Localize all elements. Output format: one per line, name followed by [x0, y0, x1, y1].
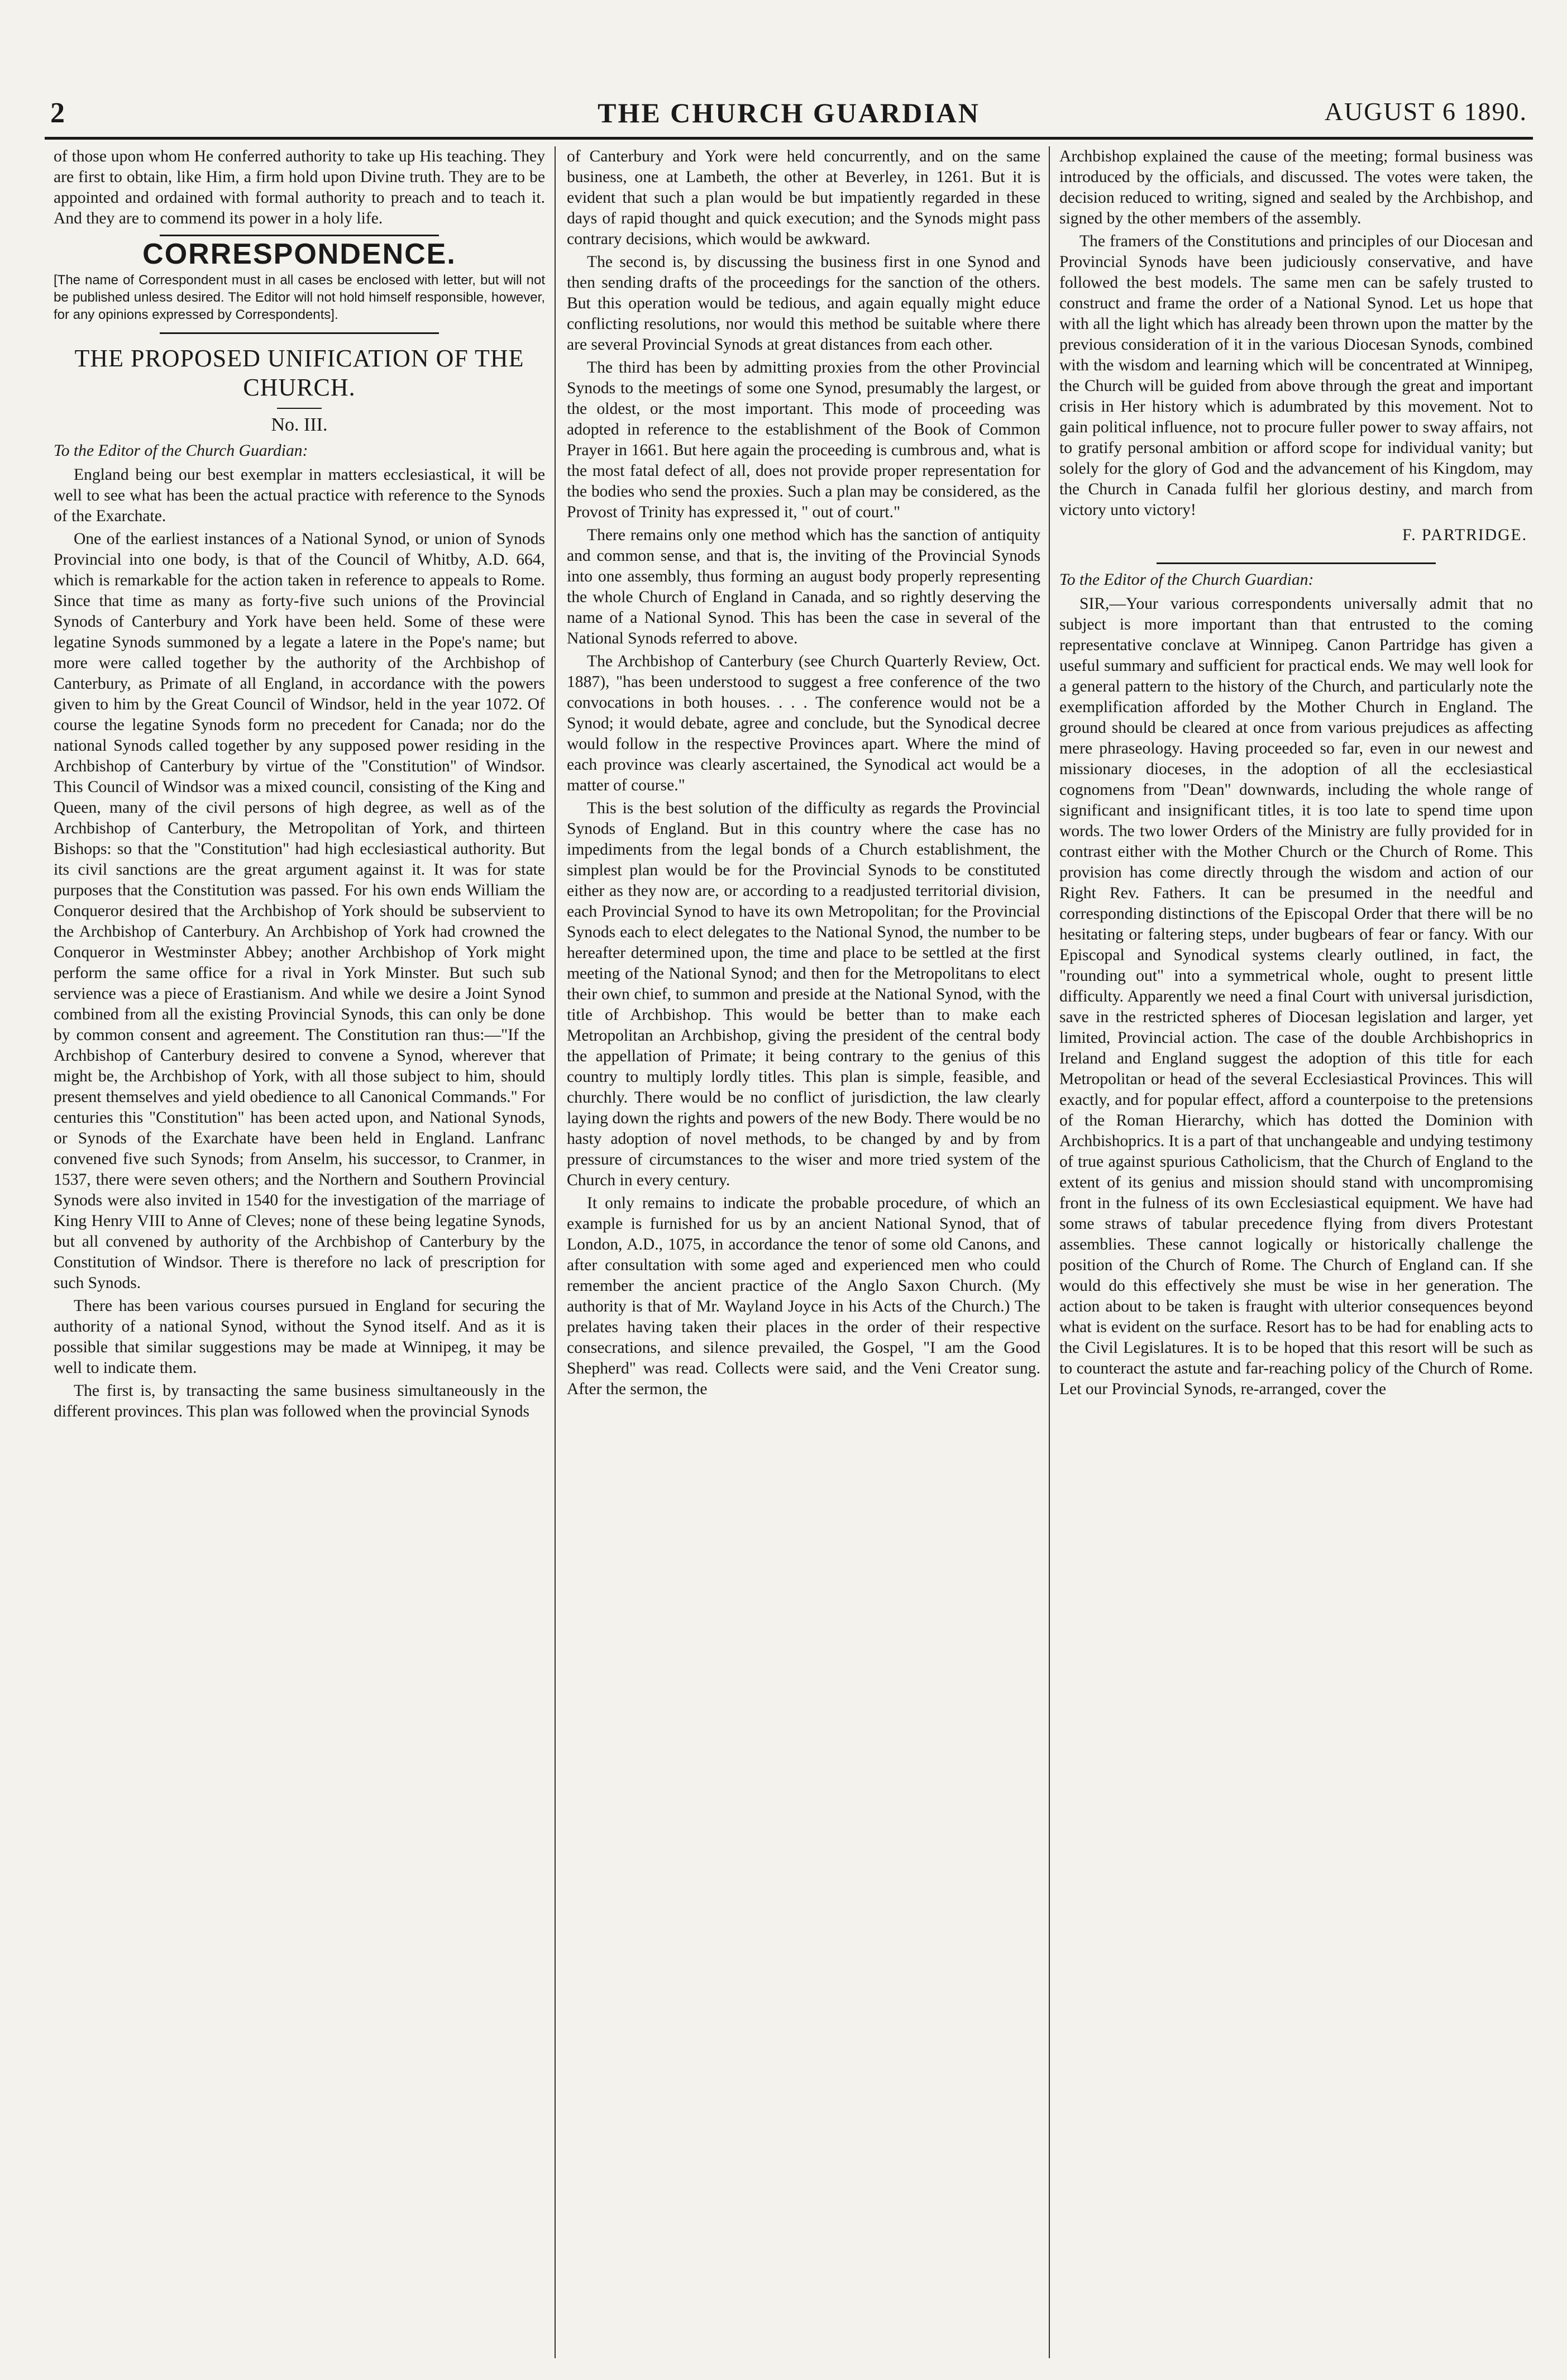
issue-date: AUGUST 6 1890.	[1324, 97, 1527, 126]
section-divider	[160, 235, 439, 236]
body-paragraph: There remains only one method which has the sanction of antiquity and common sense, and that is, the inviting of the Provincial Synods into one assembly, thus forming an august body properly representing the whole Church of England in Canada, and so rightly deserving the name of a National Synod. This has been the case in several of the National Synods referred to above.	[567, 526, 1040, 647]
letter-divider	[1157, 562, 1436, 564]
body-paragraph: England being our best exemplar in matters ecclesiastical, it will be well to see what has been the actual practice with reference to the Synods of the Exarchate.	[54, 466, 545, 525]
salutation: To the Editor of the Church Guardian:	[1059, 571, 1314, 589]
masthead: THE CHURCH GUARDIAN	[598, 97, 980, 128]
page-header	[45, 92, 1533, 140]
body-paragraph: Archbishop explained the cause of the meeting; formal business was introduced by the officials, and discussed. The votes were taken, the decision reduced to writing, signed and sealed by the Archbishop, and signed by the other members of the assembly.	[1059, 147, 1533, 227]
title-divider	[277, 408, 322, 409]
body-paragraph: The third has been by admitting proxies from the other Provincial Synods to the meetings of some one Synod, presumably the largest, or the oldest, or the most important. This mode of proceeding was adopted in reference to the establishment of the Book of Common Prayer in 1661. But here again the proceeding is cumbrous and, what is the most fatal defect of all, does not provide proper representation for the bodies who send the proxies. Such a plan may be considered, as the Provost of Trinity has expressed it, " out of court."	[567, 359, 1040, 521]
editor-note: [The name of Correspondent must in all cases be enclosed with letter, but will not be published unless desired. The Editor will not hold himself responsible, however, for any opinions expressed by Correspondents].	[54, 273, 545, 322]
column-divider	[1049, 146, 1050, 2358]
body-paragraph: It only remains to indicate the probable procedure, of which an example is furnished for us by an ancient National Synod, that of London, A.D., 1075, in accordance the tenor of some old Canons, and after consultation with some aged and experienced men who could remember the ancient practice of the Anglo Saxon Church. (My authority is that of Mr. Wayland Joyce in his Acts of the Church.) The prelates having taken their places in the order of their respective consecrations, and silence prevailed, the Gospel, "I am the Good Shepherd" was read. Collects were said, and the Veni Creator sung. After the sermon, the	[567, 1194, 1040, 1398]
body-paragraph: The framers of the Constitutions and principles of our Diocesan and Provincial Synods have been judiciously conservative, and have followed the best models. The same men can be safely trusted to construct and frame the order of a National Synod. Let us hope that with all the light which has already been thrown upon the matter by the previous consideration of it in the various Diocesan Synods, combined with the wisdom and learning which will be concentrated at Winnipeg, the Church will be guided from above through the great and important crisis in Her history which is adumbrated by this movement. Not to gain political influence, not to procure fuller power to sway affairs, not to gratify personal ambition or afford scope for individual vanity; but solely for the glory of God and the advancement of his Kingdom, may the Church in Canada fulfil her glorious destiny, and march from victory unto victory!	[1059, 232, 1533, 519]
body-paragraph: of Canterbury and York were held concurrently, and on the same business, one at Lambeth, the other at Beverley, in 1261. But it is evident that such a plan would be but impatiently regarded in these days of rapid thought and quick execution; and the Synods might pass contrary decisions, which would be awkward.	[567, 147, 1040, 248]
body-paragraph: The first is, by transacting the same business simultaneously in the different provinces. This plan was followed when the provincial Synods	[54, 1382, 545, 1420]
column-1	[54, 146, 545, 2358]
body-paragraph: There has been various courses pursued in England for securing the authority of a national Synod, without the Synod itself. And as it is possible that similar suggestions may be made at Winnipeg, it may be well to indicate them.	[54, 1297, 545, 1377]
column-2	[567, 146, 1040, 2358]
column-divider	[555, 146, 556, 2358]
signature: F. PARTRIDGE.	[1402, 526, 1527, 544]
body-paragraph: of those upon whom He conferred authority to take up His teaching. They are first to obtain, like Him, a firm hold upon Divine truth. They are to be appointed and ordained with formal authority to preach and to teach it. And they are to commend its power in a holy life.	[54, 147, 545, 227]
article-title: THE PROPOSED UNIFICATION OF THE CHURCH.	[74, 345, 524, 401]
body-paragraph: The second is, by discussing the business first in one Synod and then sending drafts of the proceedings for the sanction of the others. But this operation would be tedious, and again equally might educe conflicting resolutions, nor would this method be suitable where there are several Provincial Synods at great distances from each other.	[567, 253, 1040, 354]
body-paragraph: This is the best solution of the difficulty as regards the Provincial Synods of England. But in this country where the case has no impediments from the legal bonds of a Church establishment, the simplest plan would be for the Provincial Synods to be constituted either as they now are, or according to a readjusted territorial division, each Provincial Synod to have its own Metropolitan; for the Provincial Synods each to elect delegates to the National Synod, the number to be hereafter determined upon, the time and place to be settled at the first meeting of the National Synod; and then for the Metropolitans to elect their own chief, to summon and preside at the National Synod, with the title of Archbishop. This would be better than to make each Metropolitan an Archbishop, giving the president of the central body the appellation of Primate; it being contrary to the genius of this country to multiply lordly titles. This plan is simple, feasible, and churchly. There would be no conflict of jurisdiction, the law clearly laying down the rights and powers of the new Body. There would be no hasty adoption of novel methods, to be changed by and by from pressure of circumstances to the wiser and more tried system of the Church in every century.	[567, 799, 1040, 1189]
column-3	[1059, 146, 1533, 2358]
section-divider	[160, 332, 439, 334]
page-number: 2	[50, 97, 65, 129]
body-paragraph: One of the earliest instances of a National Synod, or union of Synods Provincial into one body, is that of the Council of Whitby, A.D. 664, which is remarkable for the action taken in reference to appeals to Rome. Since that time as many as forty-five such unions of the Provincial Synods of Canterbury and York have been held. Some of these were legatine Synods summoned by a legate a latere in the Pope's name; but more were called together by the authority of the Archbishop of Canterbury, as Primate of all England, in accordance with the powers given to him by the Great Council of Windsor, held in the year 1072. Of course the legatine Synods form no precedent for Canada; nor do the national Synods called together by any supposed power residing in the Archbishop of Canterbury by virtue of the "Constitution" of Windsor. This Council of Windsor was a mixed council, consisting of the King and Queen, many of the civil persons of high degree, as well as of the Archbishop of Canterbury, the Metropolitan of York, and thirteen Bishops: so that the "Constitution" had high ecclesiastical authority. But its civil sanctions are the great argument against it. It was for state purposes that the Constitution was passed. For his own ends William the Conqueror desired that the Archbishop of York should be subservient to the Archbishop of Canterbury. An Archbishop of York had crowned the Conqueror in Westminster Abbey; another Archbishop of York might perform the same office for a rival in York Minster. But such sub servience was a piece of Erastianism. And while we desire a Joint Synod combined from all the existing Provincial Synods, this can only be done by common consent and agreement. The Constitution ran thus:—"If the Archbishop of Canterbury desired to convene a Synod, wherever that might be, the Archbishop of York, with all those subject to him, should present themselves and yield obedience to all Canonical Commands." For centuries this "Constitution" has been acted upon, and National Synods, or Synods of the Exarchate have been held in England. Lanfranc convened five such Synods; from Anselm, his successor, to Cranmer, in 1537, there were seven others; and the Northern and Southern Provincial Synods were also invited in 1540 for the investigation of the marriage of King Henry VIII to Anne of Cleves; none of these being legatine Synods, but all convened by authority of the Archbishop of Canterbury by the Constitution of Windsor. There is therefore no lack of prescription for such Synods.	[54, 530, 545, 1292]
body-paragraph: The Archbishop of Canterbury (see Church Quarterly Review, Oct. 1887), "has been understood to suggest a free conference of the two convocations in both houses. . . . The conference would not be a Synod; it would debate, agree and conclude, but the Synodical decree would follow in the respective Provinces apart. Where the mind of each province was clearly ascertained, the Synodical act would be a matter of course."	[567, 652, 1040, 794]
body-paragraph: SIR,—Your various correspondents universally admit that no subject is more important than that entrusted to the coming representative conclave at Winnipeg. Canon Partridge has given a useful summary and sufficient for practical ends. We may well look for a general pattern to the history of the Church, and particularly note the exemplification afforded by the Mother Church in England. The ground should be cleared at once from various prejudices as affecting mere phraseology. Having proceeded so far, even in our newest and missionary dioceses, in the adoption of all the ecclesiastical cognomens from "Dean" downwards, including the whole range of significant and insignificant titles, it is too late to spend time upon words. The two lower Orders of the Ministry are fully provided for in contrast either with the Mother Church or the Church of Rome. This provision has come directly through the wisdom and action of our Right Rev. Fathers. It can be presumed in the needful and corresponding distinctions of the Episcopal Order that there will be no hesitating or faltering steps, under bugbears of fear or fancy. With our Episcopal and Synodical systems clearly outlined, in fact, the "rounding out" into a symmetrical whole, ought to present little difficulty. Apparently we need a final Court with universal jurisdiction, save in the restricted spheres of Diocesan legislation and larger, yet limited, Provincial action. The case of the double Archbishoprics in Ireland and England suggest the adoption of this title for each Metropolitan or head of the several Ecclesiastical Provinces. This will exactly, and for popular effect, afford a counterpoise to the pretensions of the Roman Hierarchy, which has dotted the Dominion with Archbishoprics. It is a part of that unchangeable and undying testimony of true against spurious Catholicism, that the Church of England to the extent of its genius and mission should stand with uncompromising front in the fulness of its own Ecclesiastical equipment. We have had some straws of tabular precedence flying from divers Protestant assemblies. These cannot logically or historically challenge the position of the Church of Rome. The Church of England can. If she would do this effectively she must be wise in her generation. The action about to be taken is fraught with ulterior consequences beyond what is evident on the surface. Resort has to be had for enabling acts to the Civil Legislatures. It is to be hoped that this resort will be such as to counteract the astute and far-reaching policy of the Church of Rome. Let our Provincial Synods, re-arranged, cover the	[1059, 595, 1533, 1398]
article-number: No. III.	[271, 414, 328, 435]
section-title: CORRESPONDENCE.	[142, 238, 456, 270]
salutation: To the Editor of the Church Guardian:	[54, 442, 308, 460]
